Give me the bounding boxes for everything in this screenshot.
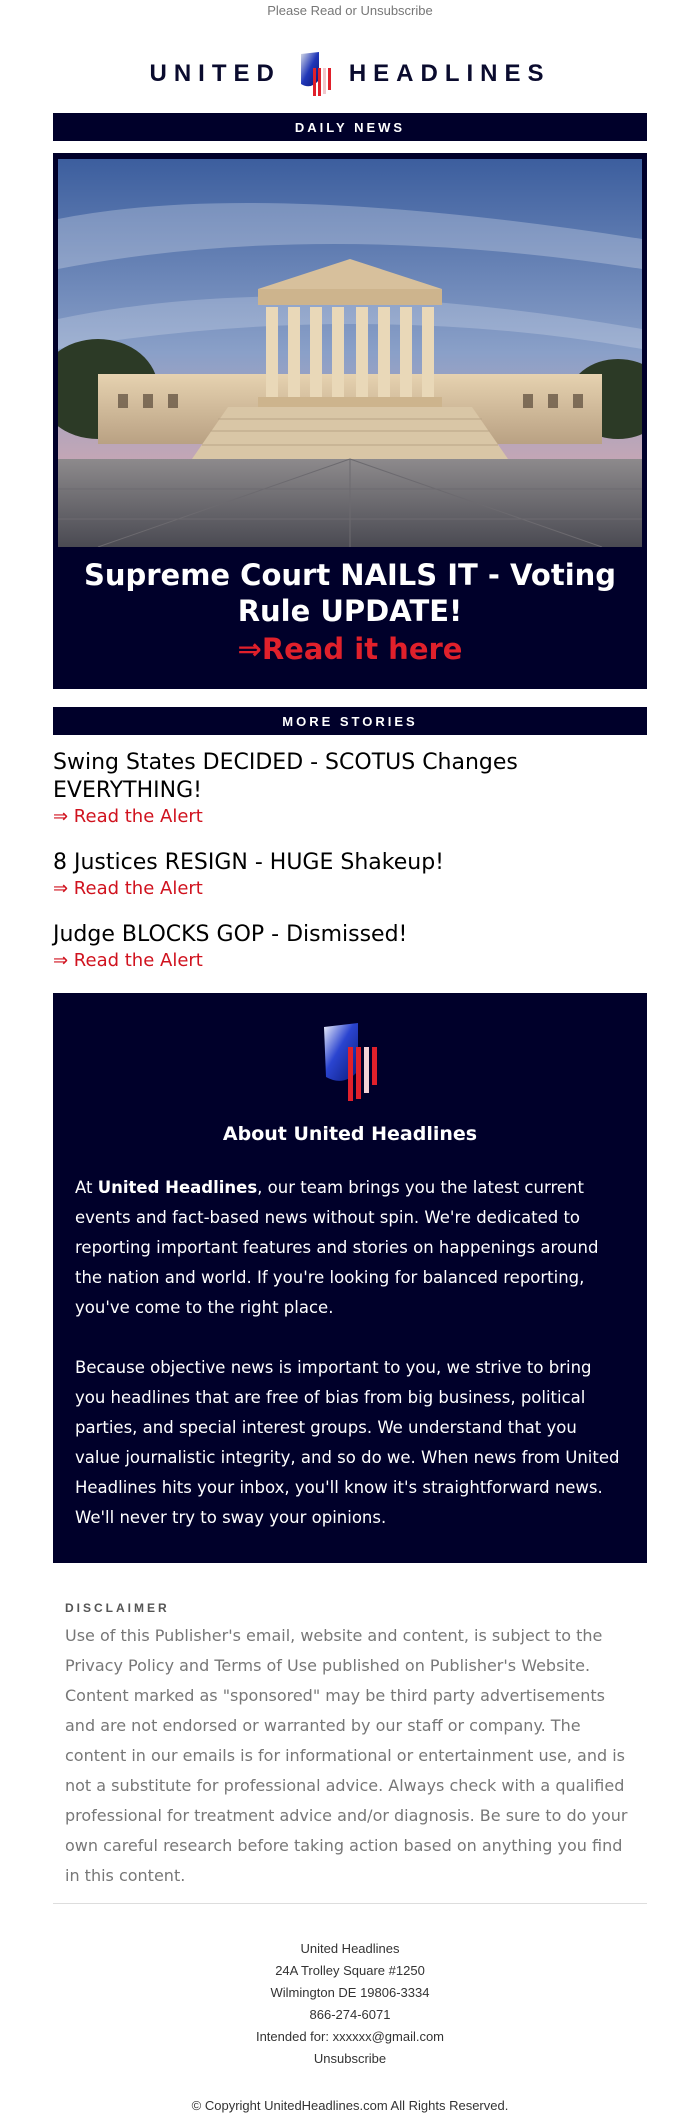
disclaimer: [53, 1601, 647, 1904]
about-paragraph-2: Because objective news is important to you, we strive to bring you headlines that are free of bias from big business, political parties, and special interest groups. We understand that you value journalistic integrity, and so do we. When news from United Headlines hits your inbox, you'll know it's straightforward news. We'll never try to sway your opinions.: [75, 1358, 620, 1527]
about-shield-icon: [320, 1021, 380, 1103]
hero-section[interactable]: [53, 153, 647, 689]
hero-read-link[interactable]: ⇒Read it here: [237, 632, 463, 666]
about-text: [75, 1173, 625, 1533]
story-read-link[interactable]: ⇒ Read the Alert: [53, 878, 203, 899]
about-title: About United Headlines: [222, 1123, 478, 1145]
list-item: [53, 849, 647, 901]
hero-image[interactable]: [58, 159, 642, 547]
hero-headline[interactable]: Supreme Court NAILS IT - Voting Rule UPDATE!: [83, 558, 617, 628]
copyright: © Copyright UnitedHeadlines.com All Rights Reserved.: [191, 2098, 509, 2113]
footer-address-1: 24A Trolley Square #1250: [275, 1963, 425, 1978]
list-item: [53, 749, 647, 829]
disclaimer-text: Use of this Publisher's email, website and content, is subject to the Privacy Policy and Terms of Use published on Publisher's Website. Content marked as "sponsored" may be third party advertisements and are not endorsed or warranted by our staff or company. The content in our emails is for informational or entertainment use, and is not a substitute for professional advice. Always check with a qualified professional for treatment advice and/or diagnosis. Be sure to do your own careful research before taking action based on anything you find in this content.: [65, 1626, 628, 1885]
story-title[interactable]: Judge BLOCKS GOP - Dismissed!: [53, 922, 408, 947]
footer: [0, 1938, 700, 2070]
unsubscribe-link[interactable]: Unsubscribe: [313, 2051, 387, 2066]
preheader-link[interactable]: Please Read or Unsubscribe: [267, 3, 433, 18]
story-title[interactable]: 8 Justices RESIGN - HUGE Shakeup!: [53, 850, 444, 875]
logo-shield-icon: [293, 50, 337, 98]
disclaimer-title: DISCLAIMER: [65, 1601, 170, 1615]
brand-left: UNITED: [149, 60, 281, 87]
footer-company: United Headlines: [300, 1941, 400, 1956]
story-read-link[interactable]: ⇒ Read the Alert: [53, 806, 203, 827]
about-section: [53, 993, 647, 1563]
daily-news-bar: DAILY NEWS: [53, 113, 647, 141]
brand-right: HEADLINES: [348, 60, 551, 87]
list-item: [53, 921, 647, 973]
brand-logo[interactable]: [0, 43, 700, 105]
story-list: [53, 749, 647, 973]
story-read-link[interactable]: ⇒ Read the Alert: [53, 950, 203, 971]
about-paragraph-1: At United Headlines, our team brings you the latest current events and fact-based news without spin. We're dedicated to reporting important features and stories on happenings around the nation and world. If you're looking for balanced reporting, you've come to the right place.: [75, 1178, 599, 1317]
more-stories-bar: MORE STORIES: [53, 707, 647, 735]
footer-intended: Intended for: xxxxxx@gmail.com: [255, 2029, 445, 2044]
footer-address-2: Wilmington DE 19806-3334: [270, 1985, 430, 2000]
story-title[interactable]: Swing States DECIDED - SCOTUS Changes EVERYTHING!: [53, 750, 518, 803]
footer-phone: 866-274-6071: [309, 2007, 391, 2022]
